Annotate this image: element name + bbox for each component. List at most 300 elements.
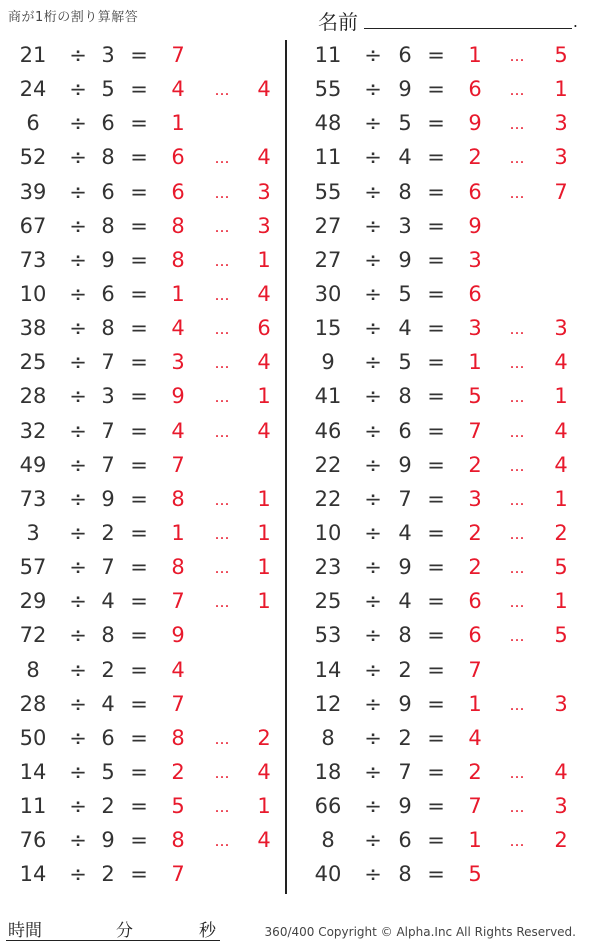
dividend: 8 (321, 725, 335, 750)
divisor: 3 (101, 384, 115, 409)
equals-sign: = (427, 77, 445, 102)
division-sign: ÷ (364, 281, 382, 306)
quotient-answer: 9 (171, 384, 185, 409)
division-sign: ÷ (364, 589, 382, 614)
divisor: 5 (398, 281, 412, 306)
divisor: 5 (101, 759, 115, 784)
quotient-answer: 4 (171, 657, 185, 682)
division-sign: ÷ (364, 691, 382, 716)
quotient-answer: 7 (171, 691, 185, 716)
remainder-mark: … (509, 593, 525, 612)
dividend: 28 (19, 691, 47, 716)
divisor: 9 (398, 794, 412, 819)
divisor: 9 (101, 247, 115, 272)
divisor: 9 (101, 828, 115, 853)
equals-sign: = (130, 384, 148, 409)
remainder-answer: 4 (257, 350, 271, 375)
equals-sign: = (427, 213, 445, 238)
equals-sign: = (130, 350, 148, 375)
remainder-answer: 1 (257, 486, 271, 511)
remainder-mark: … (509, 627, 525, 646)
equals-sign: = (130, 452, 148, 477)
dividend: 57 (19, 555, 47, 580)
division-sign: ÷ (364, 725, 382, 750)
equals-sign: = (427, 43, 445, 67)
division-sign: ÷ (364, 555, 382, 580)
division-sign: ÷ (364, 520, 382, 545)
equals-sign: = (427, 759, 445, 784)
quotient-answer: 9 (468, 213, 482, 238)
dividend: 9 (321, 350, 335, 375)
division-sign: ÷ (364, 759, 382, 784)
equals-sign: = (427, 555, 445, 580)
dividend: 39 (19, 179, 47, 204)
divisor: 6 (101, 281, 115, 306)
remainder-mark: … (509, 763, 525, 782)
quotient-answer: 7 (171, 43, 185, 67)
quotient-answer: 7 (171, 862, 185, 887)
divisor: 4 (398, 316, 412, 341)
equals-sign: = (427, 828, 445, 853)
divisor: 7 (101, 418, 115, 443)
remainder-mark: … (509, 320, 525, 339)
equals-sign: = (130, 316, 148, 341)
name-label: 名前 (318, 10, 358, 34)
division-sign: ÷ (364, 145, 382, 170)
quotient-answer: 4 (171, 77, 185, 102)
remainder-answer: 4 (257, 77, 271, 102)
divisor: 9 (398, 77, 412, 102)
remainder-answer: 4 (554, 350, 568, 375)
quotient-answer: 8 (171, 486, 185, 511)
division-sign: ÷ (69, 725, 87, 750)
dividend: 55 (314, 179, 342, 204)
division-sign: ÷ (364, 862, 382, 887)
division-sign: ÷ (364, 486, 382, 511)
quotient-answer: 7 (468, 794, 482, 819)
divisor: 2 (398, 657, 412, 682)
quotient-answer: 6 (171, 179, 185, 204)
remainder-mark: … (509, 149, 525, 168)
dividend: 3 (26, 520, 40, 545)
quotient-answer: 2 (468, 520, 482, 545)
divisor: 8 (398, 862, 412, 887)
remainder-answer: 5 (554, 43, 568, 67)
dividend: 38 (19, 316, 47, 341)
time-record-field (6, 916, 220, 941)
remainder-mark: … (214, 251, 230, 270)
dividend: 10 (19, 281, 47, 306)
division-sign: ÷ (69, 43, 87, 67)
dividend: 66 (314, 794, 342, 819)
remainder-mark: … (509, 490, 525, 509)
dividend: 52 (19, 145, 47, 170)
dividend: 10 (314, 520, 342, 545)
equals-sign: = (130, 213, 148, 238)
divisor: 2 (101, 520, 115, 545)
remainder-mark: … (214, 320, 230, 339)
equals-sign: = (427, 589, 445, 614)
remainder-answer: 5 (554, 623, 568, 648)
remainder-mark: … (214, 285, 230, 304)
division-sign: ÷ (364, 179, 382, 204)
remainder-answer: 5 (554, 555, 568, 580)
division-sign: ÷ (69, 452, 87, 477)
remainder-mark: … (214, 354, 230, 373)
equals-sign: = (130, 589, 148, 614)
quotient-answer: 1 (171, 111, 185, 136)
dividend: 72 (19, 623, 47, 648)
remainder-answer: 1 (257, 247, 271, 272)
quotient-answer: 6 (468, 589, 482, 614)
division-sign: ÷ (364, 43, 382, 67)
remainder-mark: … (509, 798, 525, 817)
dividend: 18 (314, 759, 342, 784)
time-label: 時間 (8, 921, 42, 941)
equals-sign: = (130, 759, 148, 784)
division-sign: ÷ (69, 862, 87, 887)
divisor: 9 (101, 486, 115, 511)
dividend: 41 (314, 384, 342, 409)
remainder-answer: 2 (257, 725, 271, 750)
divisor: 8 (101, 213, 115, 238)
remainder-mark: … (509, 695, 525, 714)
equals-sign: = (130, 281, 148, 306)
divisor: 8 (398, 179, 412, 204)
divisor: 8 (101, 623, 115, 648)
quotient-answer: 8 (171, 555, 185, 580)
remainder-answer: 2 (554, 828, 568, 853)
remainder-mark: … (214, 183, 230, 202)
remainder-mark: … (509, 47, 525, 65)
remainder-answer: 2 (554, 520, 568, 545)
dividend: 27 (314, 247, 342, 272)
division-sign: ÷ (364, 657, 382, 682)
equals-sign: = (427, 452, 445, 477)
divisor: 6 (398, 418, 412, 443)
dividend: 27 (314, 213, 342, 238)
division-sign: ÷ (364, 111, 382, 136)
divisor: 6 (101, 725, 115, 750)
quotient-answer: 3 (468, 316, 482, 341)
equals-sign: = (427, 520, 445, 545)
quotient-answer: 7 (468, 418, 482, 443)
remainder-answer: 1 (257, 555, 271, 580)
dividend: 32 (19, 418, 47, 443)
division-sign: ÷ (69, 589, 87, 614)
remainder-mark: … (214, 388, 230, 407)
equals-sign: = (427, 623, 445, 648)
equals-sign: = (427, 145, 445, 170)
divisor: 5 (398, 350, 412, 375)
remainder-answer: 1 (257, 520, 271, 545)
equals-sign: = (427, 486, 445, 511)
dividend: 67 (19, 213, 47, 238)
equals-sign: = (427, 179, 445, 204)
name-underline (364, 28, 572, 29)
divisor: 5 (398, 111, 412, 136)
remainder-answer: 4 (257, 418, 271, 443)
equals-sign: = (427, 316, 445, 341)
remainder-mark: … (509, 81, 525, 100)
name-end-mark: . (572, 12, 578, 31)
divisor: 7 (101, 350, 115, 375)
remainder-answer: 4 (554, 759, 568, 784)
dividend: 30 (314, 281, 342, 306)
division-sign: ÷ (364, 213, 382, 238)
dividend: 21 (19, 43, 47, 67)
quotient-answer: 3 (171, 350, 185, 375)
dividend: 6 (26, 111, 40, 136)
quotient-answer: 4 (468, 725, 482, 750)
equals-sign: = (130, 623, 148, 648)
quotient-answer: 4 (171, 316, 185, 341)
dividend: 14 (19, 862, 47, 887)
remainder-answer: 4 (554, 452, 568, 477)
remainder-answer: 7 (554, 179, 568, 204)
division-sign: ÷ (69, 179, 87, 204)
equals-sign: = (427, 862, 445, 887)
divisor: 8 (101, 145, 115, 170)
divisor: 3 (101, 43, 115, 67)
dividend: 24 (19, 77, 47, 102)
quotient-answer: 2 (468, 452, 482, 477)
equals-sign: = (130, 43, 148, 67)
division-sign: ÷ (364, 794, 382, 819)
dividend: 29 (19, 589, 47, 614)
quotient-answer: 9 (171, 623, 185, 648)
division-sign: ÷ (69, 145, 87, 170)
remainder-mark: … (509, 422, 525, 441)
divisor: 4 (398, 520, 412, 545)
dividend: 53 (314, 623, 342, 648)
remainder-answer: 1 (554, 589, 568, 614)
divisor: 9 (398, 691, 412, 716)
remainder-answer: 4 (257, 828, 271, 853)
division-sign: ÷ (69, 657, 87, 682)
division-sign: ÷ (364, 77, 382, 102)
division-sign: ÷ (364, 350, 382, 375)
remainder-mark: … (214, 490, 230, 509)
column-divider (285, 40, 287, 894)
remainder-answer: 4 (257, 759, 271, 784)
divisor: 2 (101, 794, 115, 819)
equals-sign: = (427, 657, 445, 682)
division-sign: ÷ (69, 486, 87, 511)
dividend: 25 (314, 589, 342, 614)
divisor: 6 (101, 111, 115, 136)
dividend: 50 (19, 725, 47, 750)
divisor: 9 (398, 555, 412, 580)
minutes-label: 分 (116, 921, 133, 941)
remainder-mark: … (214, 149, 230, 168)
remainder-answer: 6 (257, 316, 271, 341)
divisor: 6 (398, 43, 412, 67)
division-sign: ÷ (69, 828, 87, 853)
remainder-mark: … (214, 422, 230, 441)
divisor: 7 (101, 452, 115, 477)
divisor: 4 (101, 691, 115, 716)
remainder-mark: … (509, 115, 525, 134)
quotient-answer: 6 (468, 281, 482, 306)
divisor: 3 (398, 213, 412, 238)
remainder-mark: … (214, 81, 230, 100)
equals-sign: = (130, 418, 148, 443)
remainder-answer: 3 (554, 111, 568, 136)
division-sign: ÷ (69, 213, 87, 238)
divisor: 8 (398, 384, 412, 409)
quotient-answer: 4 (171, 418, 185, 443)
quotient-answer: 8 (171, 247, 185, 272)
dividend: 73 (19, 486, 47, 511)
quotient-answer: 7 (468, 657, 482, 682)
remainder-mark: … (214, 593, 230, 612)
remainder-answer: 3 (554, 794, 568, 819)
quotient-answer: 6 (468, 77, 482, 102)
remainder-answer: 4 (257, 145, 271, 170)
quotient-answer: 2 (468, 759, 482, 784)
division-sign: ÷ (364, 384, 382, 409)
quotient-answer: 3 (468, 486, 482, 511)
dividend: 14 (19, 759, 47, 784)
divisor: 8 (101, 316, 115, 341)
equals-sign: = (130, 111, 148, 136)
dividend: 11 (314, 43, 342, 67)
quotient-answer: 6 (468, 623, 482, 648)
remainder-mark: … (509, 456, 525, 475)
dividend: 46 (314, 418, 342, 443)
remainder-mark: … (509, 559, 525, 578)
quotient-answer: 6 (468, 179, 482, 204)
division-sign: ÷ (69, 350, 87, 375)
equals-sign: = (130, 486, 148, 511)
remainder-answer: 4 (554, 418, 568, 443)
divisor: 6 (398, 828, 412, 853)
divisor: 2 (101, 657, 115, 682)
equals-sign: = (427, 794, 445, 819)
dividend: 22 (314, 486, 342, 511)
equals-sign: = (130, 657, 148, 682)
remainder-answer: 3 (257, 213, 271, 238)
quotient-answer: 8 (171, 213, 185, 238)
dividend: 48 (314, 111, 342, 136)
division-sign: ÷ (364, 623, 382, 648)
division-sign: ÷ (69, 111, 87, 136)
division-sign: ÷ (69, 281, 87, 306)
dividend: 49 (19, 452, 47, 477)
division-sign: ÷ (364, 452, 382, 477)
equals-sign: = (130, 794, 148, 819)
remainder-mark: … (509, 524, 525, 543)
remainder-answer: 1 (257, 384, 271, 409)
divisor: 4 (398, 589, 412, 614)
dividend: 28 (19, 384, 47, 409)
quotient-answer: 1 (171, 520, 185, 545)
equals-sign: = (130, 691, 148, 716)
dividend: 15 (314, 316, 342, 341)
divisor: 7 (398, 759, 412, 784)
division-sign: ÷ (69, 384, 87, 409)
division-sign: ÷ (364, 828, 382, 853)
quotient-answer: 3 (468, 247, 482, 272)
dividend: 22 (314, 452, 342, 477)
remainder-mark: … (214, 559, 230, 578)
divisor: 7 (101, 555, 115, 580)
remainder-answer: 3 (554, 316, 568, 341)
quotient-answer: 2 (171, 759, 185, 784)
quotient-answer: 1 (171, 281, 185, 306)
quotient-answer: 8 (171, 725, 185, 750)
remainder-mark: … (214, 524, 230, 543)
seconds-label: 秒 (199, 921, 216, 941)
remainder-answer: 1 (554, 384, 568, 409)
dividend: 11 (19, 794, 47, 819)
equals-sign: = (130, 862, 148, 887)
remainder-mark: … (509, 832, 525, 851)
remainder-answer: 3 (257, 179, 271, 204)
equals-sign: = (427, 691, 445, 716)
remainder-mark: … (509, 183, 525, 202)
remainder-answer: 3 (554, 145, 568, 170)
divisor: 4 (398, 145, 412, 170)
equals-sign: = (130, 145, 148, 170)
dividend: 11 (314, 145, 342, 170)
division-sign: ÷ (69, 759, 87, 784)
dividend: 12 (314, 691, 342, 716)
quotient-answer: 1 (468, 691, 482, 716)
division-sign: ÷ (69, 623, 87, 648)
dividend: 8 (321, 828, 335, 853)
dividend: 73 (19, 247, 47, 272)
divisor: 7 (398, 486, 412, 511)
remainder-answer: 4 (257, 281, 271, 306)
remainder-answer: 1 (257, 794, 271, 819)
division-sign: ÷ (364, 418, 382, 443)
division-sign: ÷ (69, 418, 87, 443)
division-sign: ÷ (69, 77, 87, 102)
quotient-answer: 5 (468, 862, 482, 887)
copyright-text: 360/400 Copyright © Alpha.Inc All Rights Reserved. (264, 925, 576, 939)
division-sign: ÷ (69, 316, 87, 341)
dividend: 23 (314, 555, 342, 580)
worksheet-title: 商が1桁の割り算解答 (8, 10, 139, 25)
quotient-answer: 8 (171, 828, 185, 853)
dividend: 55 (314, 77, 342, 102)
quotient-answer: 5 (468, 384, 482, 409)
equals-sign: = (130, 555, 148, 580)
quotient-answer: 1 (468, 43, 482, 67)
remainder-mark: … (214, 217, 230, 236)
divisor: 2 (101, 862, 115, 887)
remainder-mark: … (509, 354, 525, 373)
dividend: 8 (26, 657, 40, 682)
divisor: 9 (398, 452, 412, 477)
divisor: 8 (398, 623, 412, 648)
quotient-answer: 9 (468, 111, 482, 136)
equals-sign: = (130, 179, 148, 204)
division-sign: ÷ (69, 794, 87, 819)
name-field (318, 4, 580, 34)
divisor: 2 (398, 725, 412, 750)
quotient-answer: 1 (468, 350, 482, 375)
divisor: 4 (101, 589, 115, 614)
equals-sign: = (427, 350, 445, 375)
remainder-answer: 3 (554, 691, 568, 716)
dividend: 25 (19, 350, 47, 375)
divisor: 6 (101, 179, 115, 204)
dividend: 14 (314, 657, 342, 682)
remainder-mark: … (214, 729, 230, 748)
